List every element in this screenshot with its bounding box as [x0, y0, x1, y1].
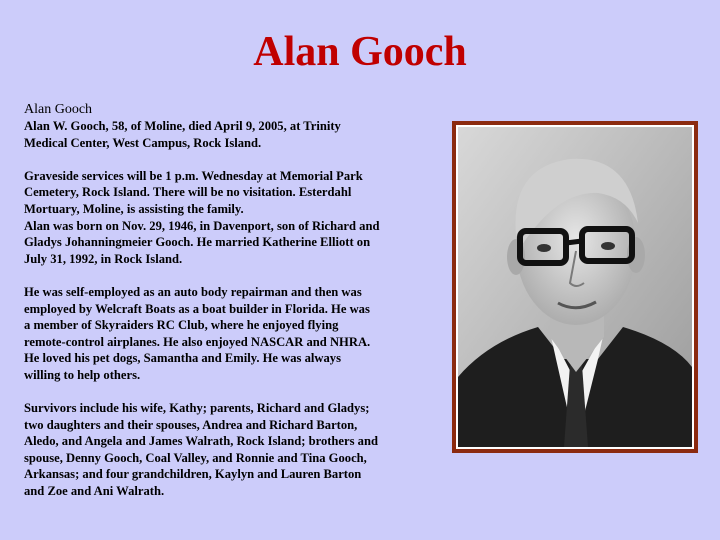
obituary-text [24, 101, 444, 500]
obituary-paragraph-birth: Alan was born on Nov. 29, 1946, in Davenport, son of Richard and Gladys Johanningmeier Gooch. He married Katherine Elliott on July 31, 1992, in Rock Island. [24, 218, 380, 266]
obituary-heading: Alan Gooch [24, 102, 93, 117]
portrait-photo-icon [458, 127, 692, 447]
portrait-photo [452, 121, 698, 453]
obituary-paragraph-survivors: Survivors include his wife, Kathy; parents, Richard and Gladys; two daughters and their spouses, Andrea and Richard Barton, Aledo, and Angela and James Walrath, Rock Island; brothers and spouse, Denny Gooch, Coal Valley, and Ronnie and Tina Gooch, Arkansas; and four grandchildren, Kaylyn and Lauren Barton and Zoe and Ani Walrath. [24, 401, 378, 499]
page-title: Alan Gooch [253, 29, 467, 75]
obituary-paragraph-services: Graveside services will be 1 p.m. Wednesday at Memorial Park Cemetery, Rock Island. There will be no visitation. Esterdahl Mortuary, Moline, is assisting the family. [24, 168, 363, 216]
obituary-paragraph-death: Alan W. Gooch, 58, of Moline, died April 9, 2005, at Trinity Medical Center, West Campus, Rock Island. [24, 119, 341, 150]
obituary-paragraph-career: He was self-employed as an auto body repairman and then was employed by Welcraft Boats as a boat builder in Florida. He was a member of Skyraiders RC Club, where he enjoyed flying remote-control airplanes. He also enjoyed NASCAR and NHRA. He loved his pet dogs, Samantha and Emily. He was always willing to help others. [24, 284, 371, 382]
